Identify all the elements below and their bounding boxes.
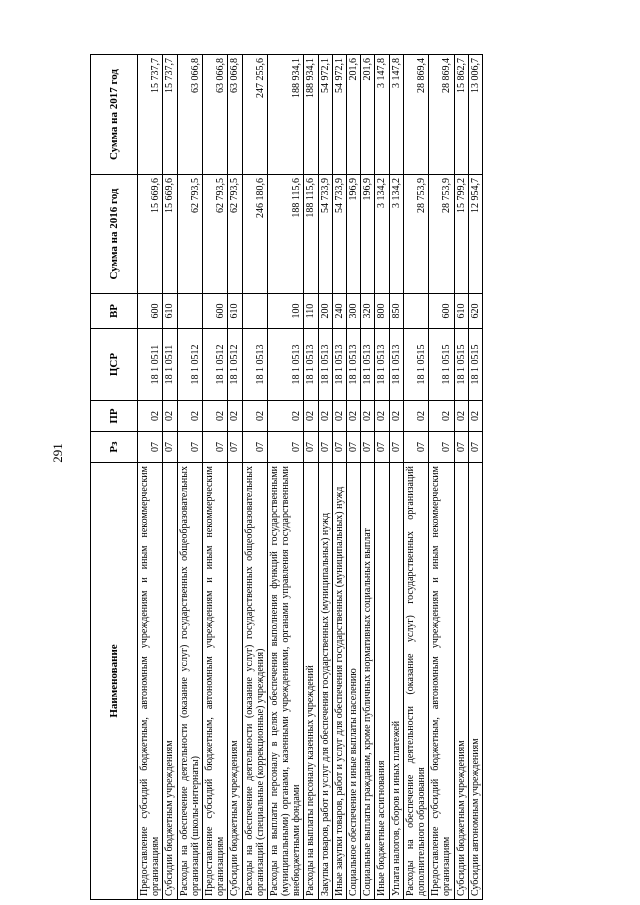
cell-pr: 02 — [468, 401, 482, 432]
cell-pr: 02 — [332, 401, 346, 432]
header-sum-2016: Сумма на 2016 год — [91, 175, 138, 294]
cell-sum2017: 15 737,7 — [163, 55, 177, 175]
cell-sum2017: 28 869,4 — [403, 55, 428, 175]
cell-vr: 620 — [468, 294, 482, 329]
cell-rz: 07 — [228, 432, 242, 463]
cell-csr: 18 1 0513 — [375, 329, 389, 401]
table-row — [347, 55, 361, 900]
cell-vr: 300 — [347, 294, 361, 329]
cell-vr — [403, 294, 428, 329]
cell-sum2017: 188 934,1 — [267, 55, 304, 175]
cell-csr: 18 1 0513 — [389, 329, 403, 401]
cell-sum2016: 196,9 — [347, 175, 361, 294]
cell-sum2017: 247 255,6 — [242, 55, 267, 175]
table-row — [389, 55, 403, 900]
cell-rz: 07 — [361, 432, 375, 463]
cell-sum2017: 201,6 — [347, 55, 361, 175]
cell-pr: 02 — [403, 401, 428, 432]
cell-csr: 18 1 0515 — [403, 329, 428, 401]
cell-rz: 07 — [454, 432, 468, 463]
cell-pr: 02 — [429, 401, 454, 432]
table-row — [304, 55, 318, 900]
table-body — [138, 55, 483, 900]
cell-sum2016: 62 793,5 — [228, 175, 242, 294]
cell-name: Субсидии бюджетным учреждениям — [163, 463, 177, 900]
cell-sum2017: 54 972,1 — [318, 55, 332, 175]
cell-pr: 02 — [267, 401, 304, 432]
table-row — [242, 55, 267, 900]
cell-sum2017: 28 869,4 — [429, 55, 454, 175]
cell-vr — [242, 294, 267, 329]
cell-pr: 02 — [304, 401, 318, 432]
header-csr: ЦСР — [91, 329, 138, 401]
cell-sum2016: 3 134,2 — [375, 175, 389, 294]
cell-rz: 07 — [389, 432, 403, 463]
cell-sum2017: 63 066,8 — [202, 55, 227, 175]
table-row — [375, 55, 389, 900]
cell-vr: 240 — [332, 294, 346, 329]
cell-sum2016: 246 180,6 — [242, 175, 267, 294]
header-name: Наименование — [91, 463, 138, 900]
cell-csr: 18 1 0513 — [267, 329, 304, 401]
cell-name: Предоставление субсидий бюджетным, автономным учреждениям и иным некоммерческим организациям — [138, 463, 163, 900]
cell-name: Расходы на обеспечение деятельности (оказание услуг) государственных организаций дополнительного образования — [403, 463, 428, 900]
cell-name: Расходы на выплаты персоналу в целях обеспечения выполнения функций государственными (муниципальными) органами, казенными учреждениями, органами управления государственными внебюджетными фондами — [267, 463, 304, 900]
cell-name: Субсидии бюджетным учреждениям — [228, 463, 242, 900]
cell-sum2016: 15 669,6 — [138, 175, 163, 294]
cell-pr: 02 — [177, 401, 202, 432]
cell-rz: 07 — [267, 432, 304, 463]
cell-pr: 02 — [454, 401, 468, 432]
cell-csr: 18 1 0513 — [242, 329, 267, 401]
cell-rz: 07 — [138, 432, 163, 463]
cell-csr: 18 1 0513 — [318, 329, 332, 401]
page-number: 291 — [50, 443, 65, 463]
cell-rz: 07 — [242, 432, 267, 463]
cell-sum2016: 3 134,2 — [389, 175, 403, 294]
cell-csr: 18 1 0512 — [228, 329, 242, 401]
cell-sum2016: 15 799,2 — [454, 175, 468, 294]
cell-csr: 18 1 0512 — [177, 329, 202, 401]
header-sum-2017: Сумма на 2017 год — [91, 55, 138, 175]
cell-sum2016: 12 954,7 — [468, 175, 482, 294]
cell-vr: 610 — [163, 294, 177, 329]
cell-vr: 600 — [202, 294, 227, 329]
table-row — [361, 55, 375, 900]
table-row — [228, 55, 242, 900]
cell-pr: 02 — [163, 401, 177, 432]
cell-sum2016: 62 793,5 — [202, 175, 227, 294]
cell-sum2016: 196,9 — [361, 175, 375, 294]
cell-csr: 18 1 0513 — [332, 329, 346, 401]
cell-name: Расходы на обеспечение деятельности (оказание услуг) государственных общеобразовательных организаций (специальные (коррекционные) учреждения) — [242, 463, 267, 900]
cell-vr: 800 — [375, 294, 389, 329]
cell-csr: 18 1 0513 — [304, 329, 318, 401]
table-row — [332, 55, 346, 900]
cell-name: Расходы на выплаты персоналу казенных учреждений — [304, 463, 318, 900]
cell-sum2017: 54 972,1 — [332, 55, 346, 175]
cell-vr: 610 — [228, 294, 242, 329]
cell-pr: 02 — [389, 401, 403, 432]
table-row — [177, 55, 202, 900]
cell-csr: 18 1 0515 — [468, 329, 482, 401]
cell-sum2016: 15 669,6 — [163, 175, 177, 294]
cell-name: Иные бюджетные ассигнования — [375, 463, 389, 900]
cell-sum2016: 188 115,6 — [304, 175, 318, 294]
cell-vr: 100 — [267, 294, 304, 329]
cell-sum2016: 188 115,6 — [267, 175, 304, 294]
cell-name: Предоставление субсидий бюджетным, автономным учреждениям и иным некоммерческим организациям — [202, 463, 227, 900]
cell-name: Субсидии бюджетным учреждениям — [454, 463, 468, 900]
cell-csr: 18 1 0511 — [138, 329, 163, 401]
cell-sum2016: 54 733,9 — [332, 175, 346, 294]
cell-rz: 07 — [318, 432, 332, 463]
cell-sum2017: 15 737,7 — [138, 55, 163, 175]
cell-sum2017: 3 147,8 — [375, 55, 389, 175]
cell-csr: 18 1 0513 — [361, 329, 375, 401]
cell-sum2017: 63 066,8 — [228, 55, 242, 175]
cell-vr: 110 — [304, 294, 318, 329]
cell-vr: 200 — [318, 294, 332, 329]
cell-name: Предоставление субсидий бюджетным, автономным учреждениям и иным некоммерческим организациям — [429, 463, 454, 900]
cell-name: Расходы на обеспечение деятельности (оказание услуг) государственных общеобразовательных организаций (школы-интернаты) — [177, 463, 202, 900]
cell-sum2017: 3 147,8 — [389, 55, 403, 175]
table-row — [138, 55, 163, 900]
cell-csr: 18 1 0515 — [429, 329, 454, 401]
cell-pr: 02 — [242, 401, 267, 432]
table-row — [403, 55, 428, 900]
cell-name: Иные закупки товаров, работ и услуг для обеспечения государственных (муниципальных) нужд — [332, 463, 346, 900]
table-row — [429, 55, 454, 900]
cell-rz: 07 — [332, 432, 346, 463]
cell-pr: 02 — [228, 401, 242, 432]
cell-name: Социальное обеспечение и иные выплаты населению — [347, 463, 361, 900]
cell-sum2017: 188 934,1 — [304, 55, 318, 175]
cell-vr: 320 — [361, 294, 375, 329]
cell-vr — [177, 294, 202, 329]
cell-name: Субсидии автономным учреждениям — [468, 463, 482, 900]
cell-rz: 07 — [375, 432, 389, 463]
cell-rz: 07 — [177, 432, 202, 463]
rotated-table-container — [90, 55, 560, 900]
table-row — [454, 55, 468, 900]
cell-rz: 07 — [347, 432, 361, 463]
cell-name: Социальные выплаты гражданам, кроме публичных нормативных социальных выплат — [361, 463, 375, 900]
cell-rz: 07 — [403, 432, 428, 463]
cell-csr: 18 1 0512 — [202, 329, 227, 401]
cell-pr: 02 — [375, 401, 389, 432]
cell-sum2017: 15 862,7 — [454, 55, 468, 175]
cell-sum2017: 13 006,7 — [468, 55, 482, 175]
cell-sum2017: 201,6 — [361, 55, 375, 175]
header-pr: ПР — [91, 401, 138, 432]
cell-name: Уплата налогов, сборов и иных платежей — [389, 463, 403, 900]
cell-pr: 02 — [361, 401, 375, 432]
cell-csr: 18 1 0513 — [347, 329, 361, 401]
cell-pr: 02 — [318, 401, 332, 432]
cell-pr: 02 — [347, 401, 361, 432]
cell-name: Закупка товаров, работ и услуг для обеспечения государственных (муниципальных) нужд — [318, 463, 332, 900]
cell-rz: 07 — [304, 432, 318, 463]
budget-table — [90, 54, 483, 900]
header-vr: ВР — [91, 294, 138, 329]
cell-rz: 07 — [163, 432, 177, 463]
cell-sum2016: 28 753,9 — [429, 175, 454, 294]
table-row — [267, 55, 304, 900]
cell-sum2016: 28 753,9 — [403, 175, 428, 294]
cell-pr: 02 — [138, 401, 163, 432]
cell-rz: 07 — [468, 432, 482, 463]
cell-vr: 850 — [389, 294, 403, 329]
cell-rz: 07 — [429, 432, 454, 463]
cell-csr: 18 1 0515 — [454, 329, 468, 401]
cell-sum2016: 62 793,5 — [177, 175, 202, 294]
table-row — [468, 55, 482, 900]
table-row — [163, 55, 177, 900]
cell-sum2016: 54 733,9 — [318, 175, 332, 294]
table-row — [318, 55, 332, 900]
cell-vr: 610 — [454, 294, 468, 329]
cell-csr: 18 1 0511 — [163, 329, 177, 401]
cell-vr: 600 — [138, 294, 163, 329]
table-row — [202, 55, 227, 900]
table-header-row — [91, 55, 138, 900]
cell-pr: 02 — [202, 401, 227, 432]
header-rz: Рз — [91, 432, 138, 463]
cell-rz: 07 — [202, 432, 227, 463]
cell-sum2017: 63 066,8 — [177, 55, 202, 175]
cell-vr: 600 — [429, 294, 454, 329]
